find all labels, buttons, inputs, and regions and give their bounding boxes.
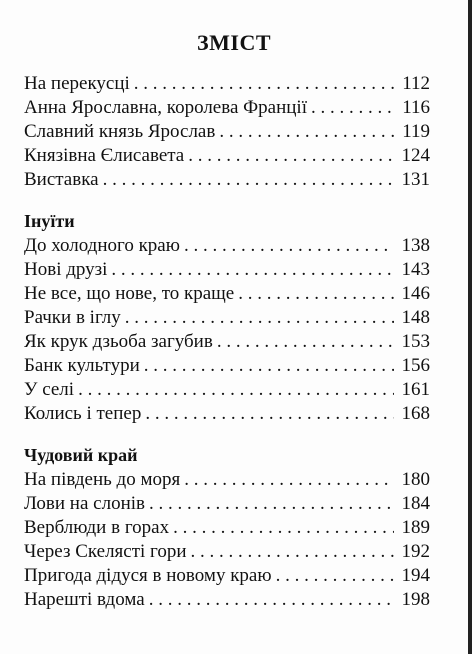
dot-leader — [184, 234, 394, 258]
toc-entry[interactable] — [24, 120, 430, 144]
toc-entry[interactable] — [24, 306, 430, 330]
toc-group-intro — [24, 72, 430, 192]
toc-entry[interactable] — [24, 354, 430, 378]
toc-entry-page: 161 — [401, 379, 430, 400]
toc-entry-page: 124 — [401, 145, 430, 166]
toc-entry-title: Нові друзі — [24, 259, 108, 280]
toc-entry-page: 198 — [401, 589, 430, 610]
toc-entry[interactable] — [24, 234, 430, 258]
toc-entry-page: 143 — [401, 259, 430, 280]
page-title: ЗМІСТ — [197, 30, 271, 55]
dot-leader — [134, 72, 394, 96]
dot-leader — [111, 258, 394, 282]
dot-leader — [125, 306, 394, 330]
toc-entry-title: Через Скелясті гори — [24, 541, 187, 562]
toc-entry-title: Банк культури — [24, 355, 140, 376]
dot-leader — [173, 516, 394, 540]
toc-entry[interactable] — [24, 330, 430, 354]
toc-entry[interactable] — [24, 258, 430, 282]
toc-entry[interactable] — [24, 516, 430, 540]
toc-entry-page: 112 — [402, 73, 430, 94]
dot-leader — [145, 402, 394, 426]
toc-entry-title: Виставка — [24, 169, 99, 190]
toc-entry-page: 119 — [402, 121, 430, 142]
toc-entry-page: 131 — [401, 169, 430, 190]
dot-leader — [78, 378, 394, 402]
toc-entry[interactable] — [24, 468, 430, 492]
toc-entry-title: Пригода дідуся в новому краю — [24, 565, 272, 586]
toc-entry[interactable] — [24, 492, 430, 516]
section-heading: Чудовий край — [24, 445, 138, 465]
toc-entry-page: 189 — [401, 517, 430, 538]
table-of-contents — [24, 72, 430, 612]
toc-entry-title: На південь до моря — [24, 469, 181, 490]
toc-entry-page: 168 — [401, 403, 430, 424]
toc-entry[interactable] — [24, 144, 430, 168]
toc-entry-page: 146 — [401, 283, 430, 304]
dot-leader — [103, 168, 394, 192]
section-heading: Інуїти — [24, 211, 75, 231]
toc-entry-page: 116 — [402, 97, 430, 118]
toc-entry-page: 153 — [401, 331, 430, 352]
toc-entry[interactable] — [24, 540, 430, 564]
dot-leader — [311, 96, 394, 120]
toc-entry[interactable] — [24, 402, 430, 426]
toc-entry-title: Як крук дзьоба загубив — [24, 331, 213, 352]
toc-entry-page: 184 — [401, 493, 430, 514]
toc-entry-title: На перекусці — [24, 73, 130, 94]
toc-entry[interactable] — [24, 282, 430, 306]
toc-entry-title: Рачки в іглу — [24, 307, 121, 328]
toc-entry-title: Анна Ярославна, королева Франції — [24, 97, 307, 118]
dot-leader — [238, 282, 394, 306]
toc-entry[interactable] — [24, 168, 430, 192]
toc-entry-title: Не все, що нове, то краще — [24, 283, 235, 304]
toc-entry-page: 148 — [401, 307, 430, 328]
toc-entry[interactable] — [24, 96, 430, 120]
toc-group-inuits — [24, 208, 430, 426]
toc-entry-title: Князівна Єлисавета — [24, 145, 185, 166]
toc-entry-page: 194 — [401, 565, 430, 586]
toc-entry-title: Верблюди в горах — [24, 517, 170, 538]
toc-entry-title: У селі — [24, 379, 75, 400]
dot-leader — [144, 354, 394, 378]
toc-entry[interactable] — [24, 588, 430, 612]
toc-entry[interactable] — [24, 378, 430, 402]
toc-entry-page: 192 — [401, 541, 430, 562]
dot-leader — [184, 468, 394, 492]
toc-entry[interactable] — [24, 564, 430, 588]
dot-leader — [188, 144, 394, 168]
toc-entry-title: Славний князь Ярослав — [24, 121, 216, 142]
toc-entry-page: 156 — [401, 355, 430, 376]
toc-entry-title: Нарешті вдома — [24, 589, 145, 610]
dot-leader — [276, 564, 394, 588]
toc-entry-page: 138 — [401, 235, 430, 256]
toc-group-wonderful-land — [24, 442, 430, 612]
dot-leader — [191, 540, 394, 564]
dot-leader — [149, 492, 394, 516]
dot-leader — [217, 330, 394, 354]
toc-entry-title: Колись і тепер — [24, 403, 142, 424]
toc-entry[interactable] — [24, 72, 430, 96]
toc-entry-title: Лови на слонів — [24, 493, 145, 514]
dot-leader — [149, 588, 394, 612]
dot-leader — [219, 120, 394, 144]
toc-entry-title: До холодного краю — [24, 235, 180, 256]
toc-entry-page: 180 — [401, 469, 430, 490]
